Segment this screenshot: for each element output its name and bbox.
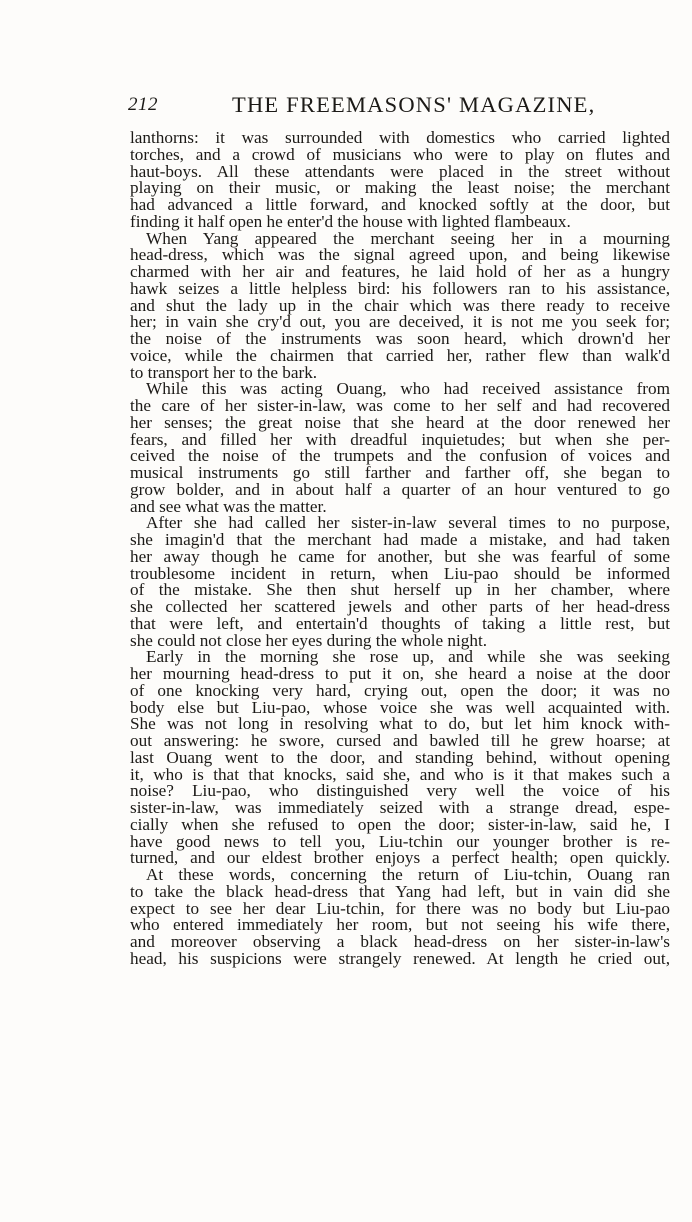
text-line: sister-in-law, was immediately seized with a strange dread, espe-: [130, 798, 670, 817]
text-line: of the mistake. She then shut herself up in her chamber, where: [130, 580, 670, 600]
text-line: head, his suspicions were strangely renewed. At length he cried out,: [130, 948, 670, 968]
text-line: the noise of the instruments was soon heard, which drown'd her: [130, 329, 670, 348]
running-head: [128, 92, 674, 124]
text-line: have good news to tell you, Liu-tchin our younger brother is re-: [130, 831, 670, 851]
text-line: her; in vain she cry'd out, you are deceived, it is not me you seek for;: [130, 312, 670, 332]
text-line: ceived the noise of the trumpets and the confusion of voices and: [130, 446, 670, 466]
text-line: the care of her sister-in-law, was come to her self and had recovered: [130, 396, 670, 415]
text-line: and moreover observing a black head-dress on her sister-in-law's: [130, 932, 670, 951]
text-line: head-dress, which was the signal agreed upon, and being likewise: [130, 245, 670, 265]
text-line: After she had called her sister-in-law several times to no purpose,: [146, 513, 670, 533]
text-line: When Yang appeared the merchant seeing her in a mourning: [146, 228, 670, 248]
text-line: who entered immediately her room, but not seeing his wife there,: [130, 915, 670, 935]
text-line: At these words, concerning the return of Liu-tchin, Ouang ran: [146, 865, 670, 884]
text-line: musical instruments go still farther and farther off, she began to: [130, 463, 670, 482]
text-line: voice, while the chairmen that carried her, rather flew than walk'd: [130, 345, 670, 365]
text-line: to take the black head-dress that Yang had left, but in vain did she: [130, 881, 670, 901]
text-line: out answering: he swore, cursed and bawled till he grew hoarse; at: [130, 731, 670, 750]
text-line: haut-boys. All these attendants were placed in the street without: [130, 161, 670, 181]
text-line: she could not close her eyes during the whole night.: [130, 630, 488, 650]
text-line: it, who is that that knocks, said she, and who is it that makes such a: [130, 764, 670, 784]
text-line: finding it half open he enter'd the house with lighted flambeaux.: [130, 211, 571, 231]
text-line: grow bolder, and in about half a quarter of an hour ventured to go: [130, 479, 670, 499]
text-line: body else but Liu-pao, whose voice she was well acquainted with.: [130, 697, 670, 717]
text-line: charmed with her air and features, he laid hold of her as a hungry: [130, 262, 670, 281]
text-line: troublesome incident in return, when Liu-pao should be informed: [130, 563, 670, 583]
text-line: she imagin'd that the merchant had made a mistake, and had taken: [130, 530, 670, 549]
text-line: had advanced a little forward, and knocked softly at the door, but: [130, 195, 670, 214]
text-line: fears, and filled her with dreadful inquietudes; but when she per-: [130, 429, 670, 449]
page-number: 212: [128, 94, 158, 115]
text-line: turned, and our eldest brother enjoys a perfect health; open quickly.: [130, 848, 670, 868]
text-line: Early in the morning she rose up, and while she was seeking: [146, 647, 670, 667]
text-line: and shut the lady up in the chair which was there ready to receive: [130, 295, 670, 315]
text-line: hawk seizes a little helpless bird: his followers ran to his assistance,: [130, 278, 670, 298]
text-line: playing on their music, or making the least noise; the merchant: [130, 178, 670, 198]
text-line: expect to see her dear Liu-tchin, for there was no body but Liu-pao: [130, 898, 670, 918]
text-line: torches, and a crowd of musicians who were to play on flutes and: [130, 144, 670, 164]
text-line: lanthorns: it was surrounded with domestics who carried lighted: [130, 128, 670, 147]
text-line: she collected her scattered jewels and other parts of her head-dress: [130, 597, 670, 616]
text-line: her senses; the great noise that she heard at the door renewed her: [130, 412, 670, 432]
text-line: noise? Liu-pao, who distinguished very well the voice of his: [130, 781, 670, 801]
text-line: to transport her to the bark.: [130, 362, 318, 382]
text-line: of one knocking very hard, crying out, open the door; it was no: [130, 680, 670, 700]
text-line: and see what was the matter.: [130, 496, 327, 516]
text-line: While this was acting Ouang, who had received assistance from: [146, 379, 670, 399]
magazine-title: THE FREEMASONS' MAGAZINE,: [232, 92, 596, 117]
text-line: cially when she refused to open the door; sister-in-law, said he, I: [130, 814, 670, 834]
text-line: her away though he came for another, but she was fearful of some: [130, 546, 670, 566]
text-line: her mourning head-dress to put it on, she heard a noise at the door: [130, 664, 670, 683]
text-line: She was not long in resolving what to do, but let him knock with-: [130, 714, 670, 734]
body-text: [130, 130, 670, 968]
text-line: last Ouang went to the door, and standing behind, without opening: [130, 747, 670, 767]
text-line: that were left, and entertain'd thoughts of taking a little rest, but: [130, 613, 670, 633]
